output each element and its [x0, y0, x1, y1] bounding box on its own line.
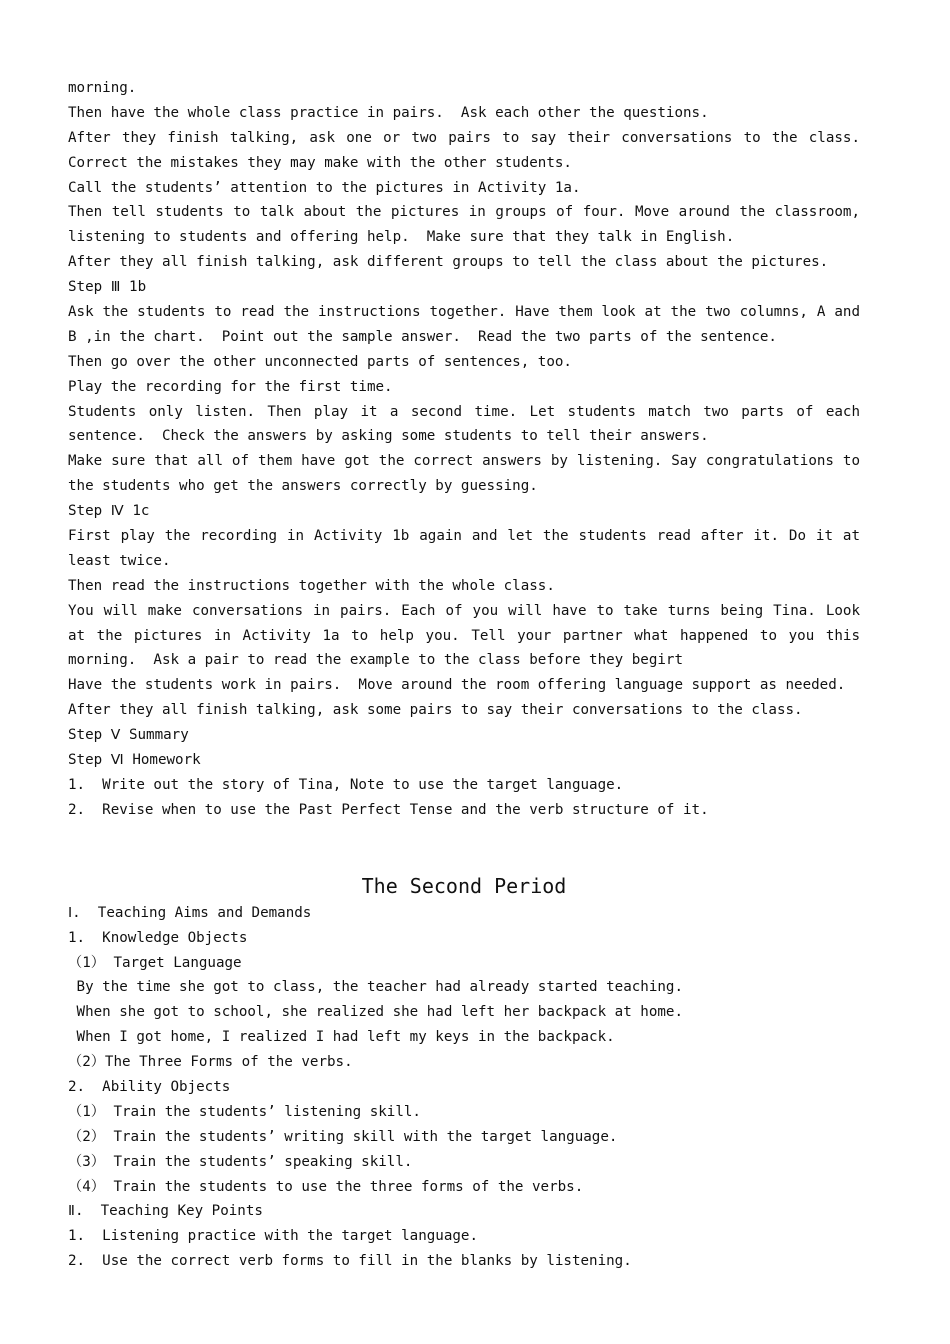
procedure-line: After they all finish talking, ask some pairs to say their conversations to the class.	[68, 702, 803, 719]
procedure-line: Step Ⅲ 1b	[68, 279, 147, 296]
aims-line: （1） Target Language	[68, 954, 242, 971]
procedure-line: First play the recording in Activity 1b again and let the students read after it. Do it at	[68, 528, 860, 545]
aims-line: 2. Use the correct verb forms to fill in the blanks by listening.	[68, 1253, 632, 1270]
procedure-line: Then have the whole class practice in pairs. Ask each other the questions.	[68, 104, 709, 121]
procedure-line: After they finish talking, ask one or two pairs to say their conversations to the class.	[68, 129, 860, 146]
teaching-aims-section	[68, 901, 868, 1274]
procedure-line: After they all finish talking, ask different groups to tell the class about the pictures.	[68, 254, 829, 271]
procedure-line: Play the recording for the first time.	[68, 378, 393, 395]
procedure-line: 2. Revise when to use the Past Perfect Tense and the verb structure of it.	[68, 801, 709, 818]
procedure-line: Call the students’ attention to the pictures in Activity 1a.	[68, 179, 581, 196]
procedure-line: Step Ⅳ 1c	[68, 503, 150, 520]
procedure-line: at the pictures in Activity 1a to help you. Tell your partner what happened to you this	[68, 627, 860, 644]
aims-line: （4） Train the students to use the three forms of the verbs.	[68, 1178, 584, 1195]
procedure-line: Then go over the other unconnected parts of sentences, too.	[68, 353, 572, 370]
aims-line: （2）The Three Forms of the verbs.	[68, 1054, 353, 1071]
procedure-line: Have the students work in pairs. Move around the room offering language support as needed.	[68, 677, 846, 694]
aims-line: （3） Train the students’ speaking skill.	[68, 1153, 413, 1170]
aims-line: Ⅱ. Teaching Key Points	[68, 1203, 263, 1220]
procedure-line: Make sure that all of them have got the correct answers by listening. Say congratulations to	[68, 453, 860, 470]
aims-line: When she got to school, she realized she had left her backpack at home.	[68, 1004, 683, 1021]
procedure-line: Students only listen. Then play it a second time. Let students match two parts of each	[68, 403, 860, 420]
procedure-line: Then read the instructions together with the whole class.	[68, 577, 555, 594]
document-page	[68, 76, 868, 1274]
procedure-line: morning.	[68, 80, 137, 96]
procedure-line: least twice.	[68, 552, 171, 569]
aims-line: When I got home, I realized I had left my keys in the backpack.	[68, 1029, 615, 1046]
procedure-line: Step Ⅴ Summary	[68, 727, 189, 744]
section-gap	[68, 823, 868, 871]
lesson-procedure-section	[68, 76, 868, 823]
aims-line: Ⅰ. Teaching Aims and Demands	[68, 904, 312, 921]
section-title: The Second Period	[361, 873, 567, 898]
procedure-line: Then tell students to talk about the pictures in groups of four. Move around the classroom,	[68, 204, 860, 221]
procedure-line: listening to students and offering help. Make sure that they talk in English.	[68, 229, 735, 246]
procedure-line: sentence. Check the answers by asking some students to tell their answers.	[68, 428, 709, 445]
procedure-line: the students who get the answers correctly by guessing.	[68, 478, 538, 495]
procedure-line: morning. Ask a pair to read the example to the class before they begirt	[68, 652, 683, 669]
aims-line: （2） Train the students’ writing skill with the target language.	[68, 1128, 618, 1145]
procedure-line: B ,in the chart. Point out the sample answer. Read the two parts of the sentence.	[68, 328, 777, 345]
procedure-line: 1. Write out the story of Tina, Note to use the target language.	[68, 776, 624, 793]
aims-line: （1） Train the students’ listening skill.	[68, 1103, 421, 1120]
procedure-line: You will make conversations in pairs. Each of you will have to take turns being Tina. Look	[68, 602, 860, 619]
procedure-line: Step Ⅵ Homework	[68, 752, 201, 769]
aims-line: By the time she got to class, the teacher had already started teaching.	[68, 979, 683, 996]
aims-line: 1. Listening practice with the target language.	[68, 1228, 478, 1245]
procedure-line: Correct the mistakes they may make with the other students.	[68, 154, 572, 171]
aims-line: 2. Ability Objects	[68, 1078, 231, 1095]
procedure-line: Ask the students to read the instructions together. Have them look at the two columns, A and	[68, 304, 860, 321]
aims-line: 1. Knowledge Objects	[68, 929, 248, 946]
